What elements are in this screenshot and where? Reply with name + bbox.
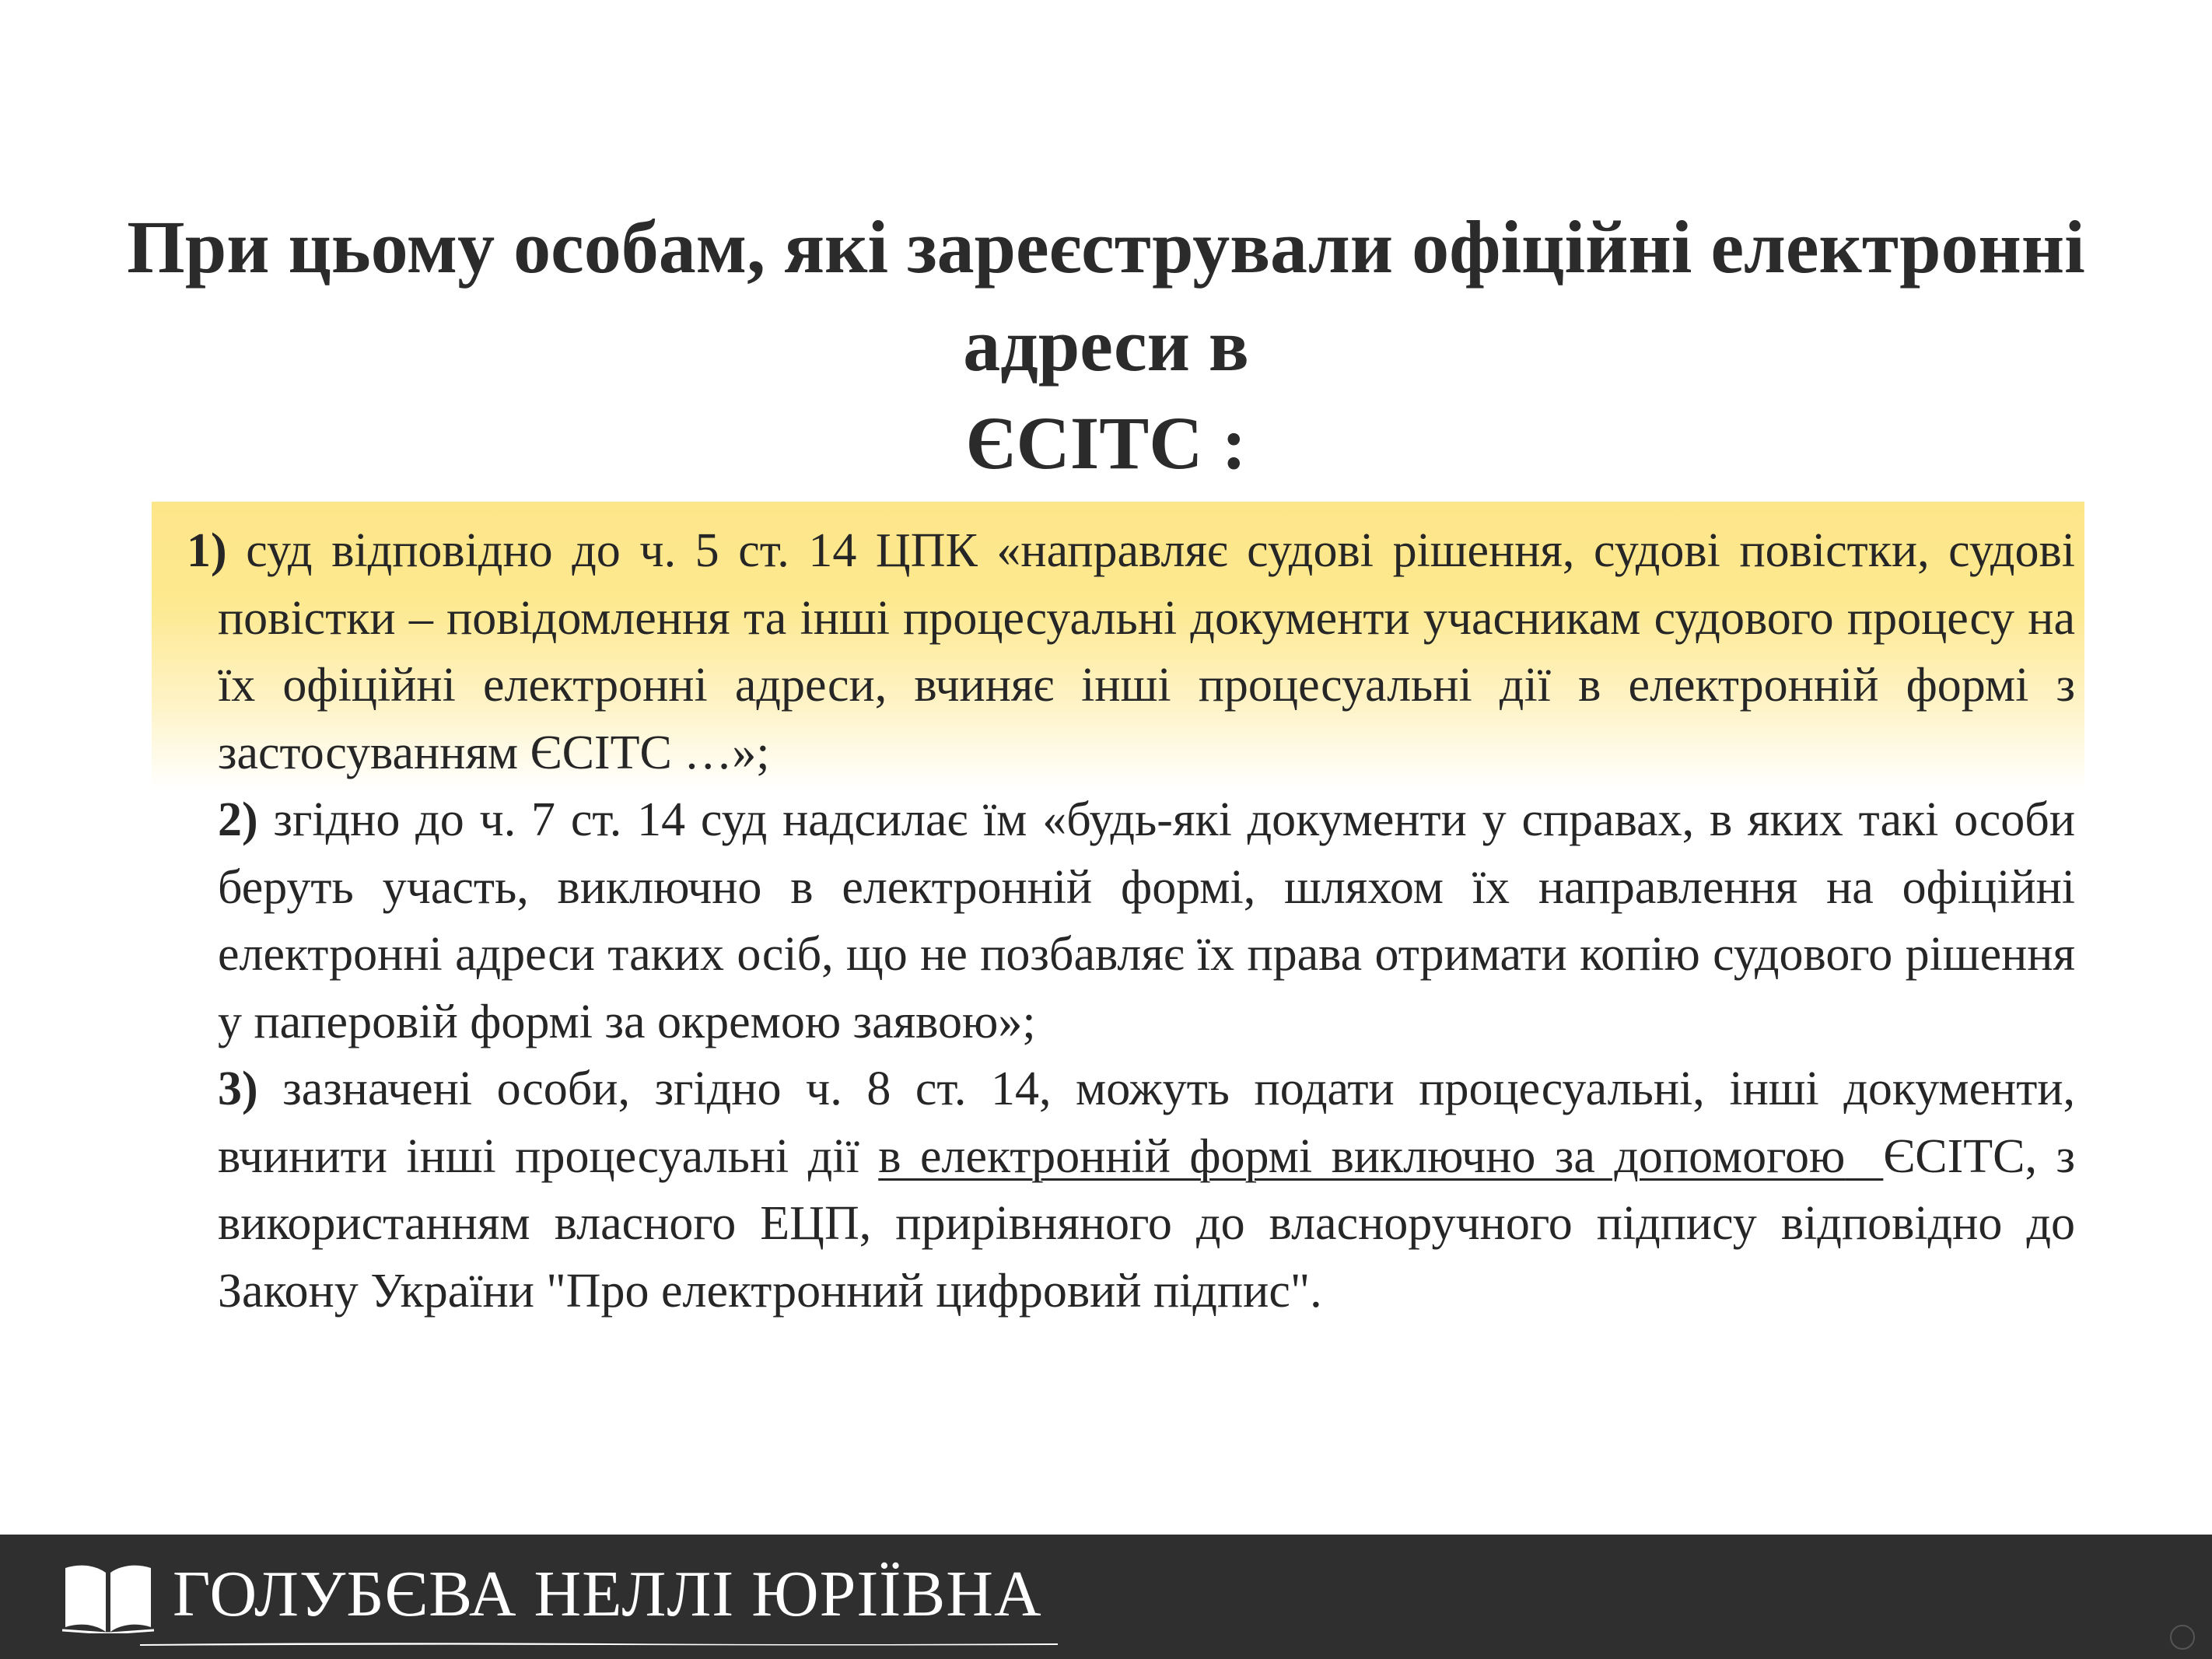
book-icon [62,1562,154,1633]
list-item-1 [187,517,2076,786]
item-text-2: згідно до ч. 7 ст. 14 суд надсилає їм «будь-які документи у справах, в яких такі особи беруть участь, виключно в електронній формі, шляхом їх направлення на офіційні електронні адреси таких осіб, що не позбавляє їх права отримати копію судового рішення у паперовій формі за окремою заявою»; [218,793,2075,1048]
list-item-3 [218,1055,2075,1325]
author-name: ГОЛУБЄВА НЕЛЛІ ЮРІЇВНА [173,1558,1042,1630]
slide-indicator-icon [2170,1625,2195,1650]
underline-gap [1845,1130,1883,1183]
item-text-1: суд відповідно до ч. 5 ст. 14 ЦПК «направляє судові рішення, судові повістки, судові повістки – повідомлення та інші процесуальні документи учасникам судового процесу на їх офіційні електронні адреси, вчиняє інші процесуальні дії в електронній формі з застосуванням ЄСІТС …»; [218,524,2076,779]
title-line-3: ЄСІТС : [965,401,1247,485]
item-text-3-underlined: в електронній формі виключно за допомогою [878,1129,1846,1183]
slide-title [70,198,2142,492]
item-text-3-before: зазначені особи, згідно ч. 8 ст. 14, можуть подати процесуальні, інші документи, вчинити інші процесуальні дії [218,1062,2076,1183]
title-line-2: адреси в [963,303,1249,387]
item-number-1: 1) [187,524,227,577]
body-text [187,517,2076,1325]
item-number-2: 2) [218,793,258,846]
item-text-3-after: ЄСІТС, з використанням власного ЕЦП, прирівняного до власноручного підпису відповідно до Закону України "Про електронний цифровий підпис". [218,1129,2075,1318]
title-line-1: При цьому особам, які зареєстрували офіційні електронні [127,205,2085,289]
brush-underline [140,1640,1058,1647]
item-number-3: 3) [218,1062,258,1115]
list-item-2 [218,786,2075,1055]
footer-bar [0,1535,2212,1659]
